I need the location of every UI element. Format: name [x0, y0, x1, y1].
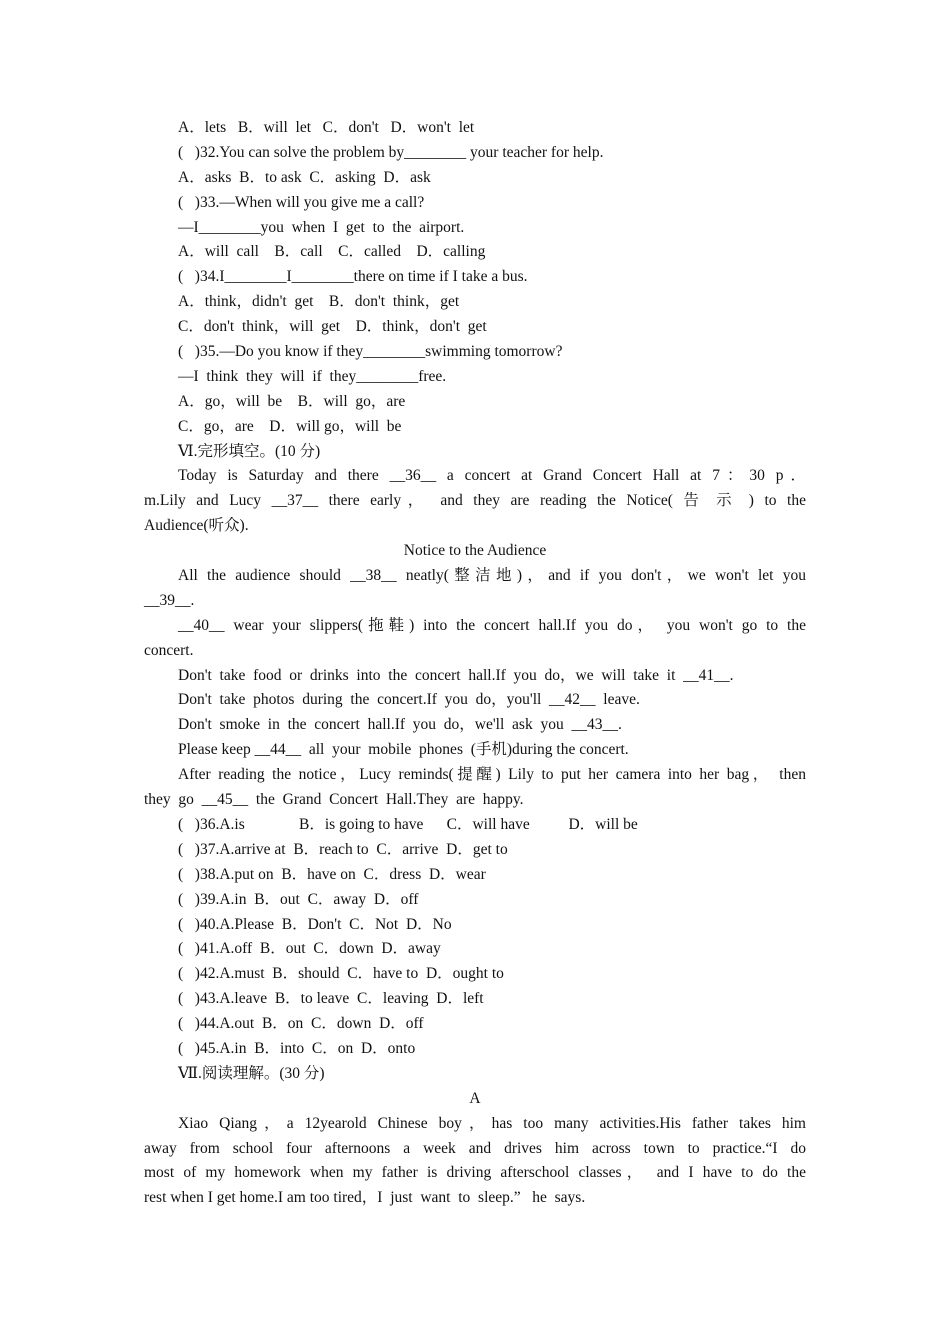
text-line: they go __45__ the Grand Concert Hall.They are happy. [144, 791, 524, 809]
text-line: ( )33.—When will you give me a call? [178, 193, 425, 211]
text-line: Don't take photos during the concert.If you do，you'll __42__ leave. [178, 691, 640, 709]
text-line: C．don't think，will get D．think，don't get [178, 318, 487, 336]
text-line: A．will call B．call C．called D．calling [178, 243, 486, 261]
text-line: C．go，are D．will go，will be [178, 417, 402, 435]
text-line: m.Lily and Lucy __37__ there early， and they are reading the Notice( 告 示 ) to the [144, 492, 806, 510]
text-line: After reading the notice，Lucy reminds(提醒) Lily to put her camera into her bag， then [178, 766, 806, 784]
text-line: ( )32.You can solve the problem by________ your teacher for help. [178, 143, 604, 161]
text-line: Audience(听众). [144, 517, 249, 535]
section-heading: A [469, 1089, 481, 1107]
text-line: Don't take food or drinks into the concert hall.If you do，we will take it __41__. [178, 666, 734, 684]
text-line: ( )37.A.arrive at B．reach to C．arrive D．get to [178, 840, 508, 858]
text-line: All the audience should __38__ neatly(整洁地)，and if you don't，we won't let you [178, 567, 806, 585]
text-line: A．think，didn't get B．don't think，get [178, 293, 460, 311]
text-line: Xiao Qiang，a 12yearold Chinese boy，has too many activities.His father takes him [178, 1114, 806, 1132]
text-line: Today is Saturday and there __36__ a concert at Grand Concert Hall at 7：30 p． [178, 467, 806, 485]
section-heading: Notice to the Audience [403, 542, 547, 560]
text-line: Ⅵ.完形填空。(10 分) [178, 442, 321, 460]
text-line: ( )35.—Do you know if they________swimming tomorrow? [178, 343, 563, 361]
text-line: __40__ wear your slippers(拖鞋) into the concert hall.If you do， you won't go to the [178, 616, 806, 634]
text-line: A．lets B．will let C．don't D．won't let [178, 119, 475, 136]
text-line: rest when I get home.I am too tired，I just want to sleep.” he says. [144, 1189, 586, 1207]
text-line: Please keep __44__ all your mobile phones (手机)during the concert. [178, 741, 629, 759]
text-line: ( )39.A.in B．out C．away D．off [178, 890, 419, 908]
text-line: ( )42.A.must B．should C．have to D．ought to [178, 965, 504, 983]
text-line: A．go，will be B．will go，are [178, 392, 406, 410]
document-body [144, 116, 806, 1211]
text-line: —I________you when I get to the airport. [178, 218, 465, 236]
text-line: Ⅶ.阅读理解。(30 分) [178, 1064, 325, 1082]
text-line: A．asks B．to ask C．asking D．ask [178, 168, 431, 186]
text-line: most of my homework when my father is driving afterschool classes， and I have to do the [144, 1164, 806, 1182]
text-line: ( )43.A.leave B．to leave C．leaving D．left [178, 990, 484, 1008]
text-line: ( )40.A.Please B．Don't C．Not D．No [178, 915, 452, 933]
text-line: ( )44.A.out B．on C．down D．off [178, 1015, 424, 1033]
text-line: ( )36.A.is B．is going to have C．will have D．will be [178, 815, 638, 833]
text-line: ( )45.A.in B．into C．on D．onto [178, 1039, 416, 1057]
text-line: —I think they will if they________free. [178, 367, 447, 385]
text-line: ( )41.A.off B．out C．down D．away [178, 940, 441, 958]
text-line: ( )34.I________I________there on time if I take a bus. [178, 268, 528, 286]
text-line: concert. [144, 641, 194, 659]
text-line: away from school four afternoons a week and drives him across town to practice.“I do [144, 1139, 806, 1157]
text-line: ( )38.A.put on B．have on C．dress D．wear [178, 865, 486, 883]
text-line: Don't smoke in the concert hall.If you do，we'll ask you __43__. [178, 716, 622, 734]
text-line: __39__. [144, 591, 195, 609]
